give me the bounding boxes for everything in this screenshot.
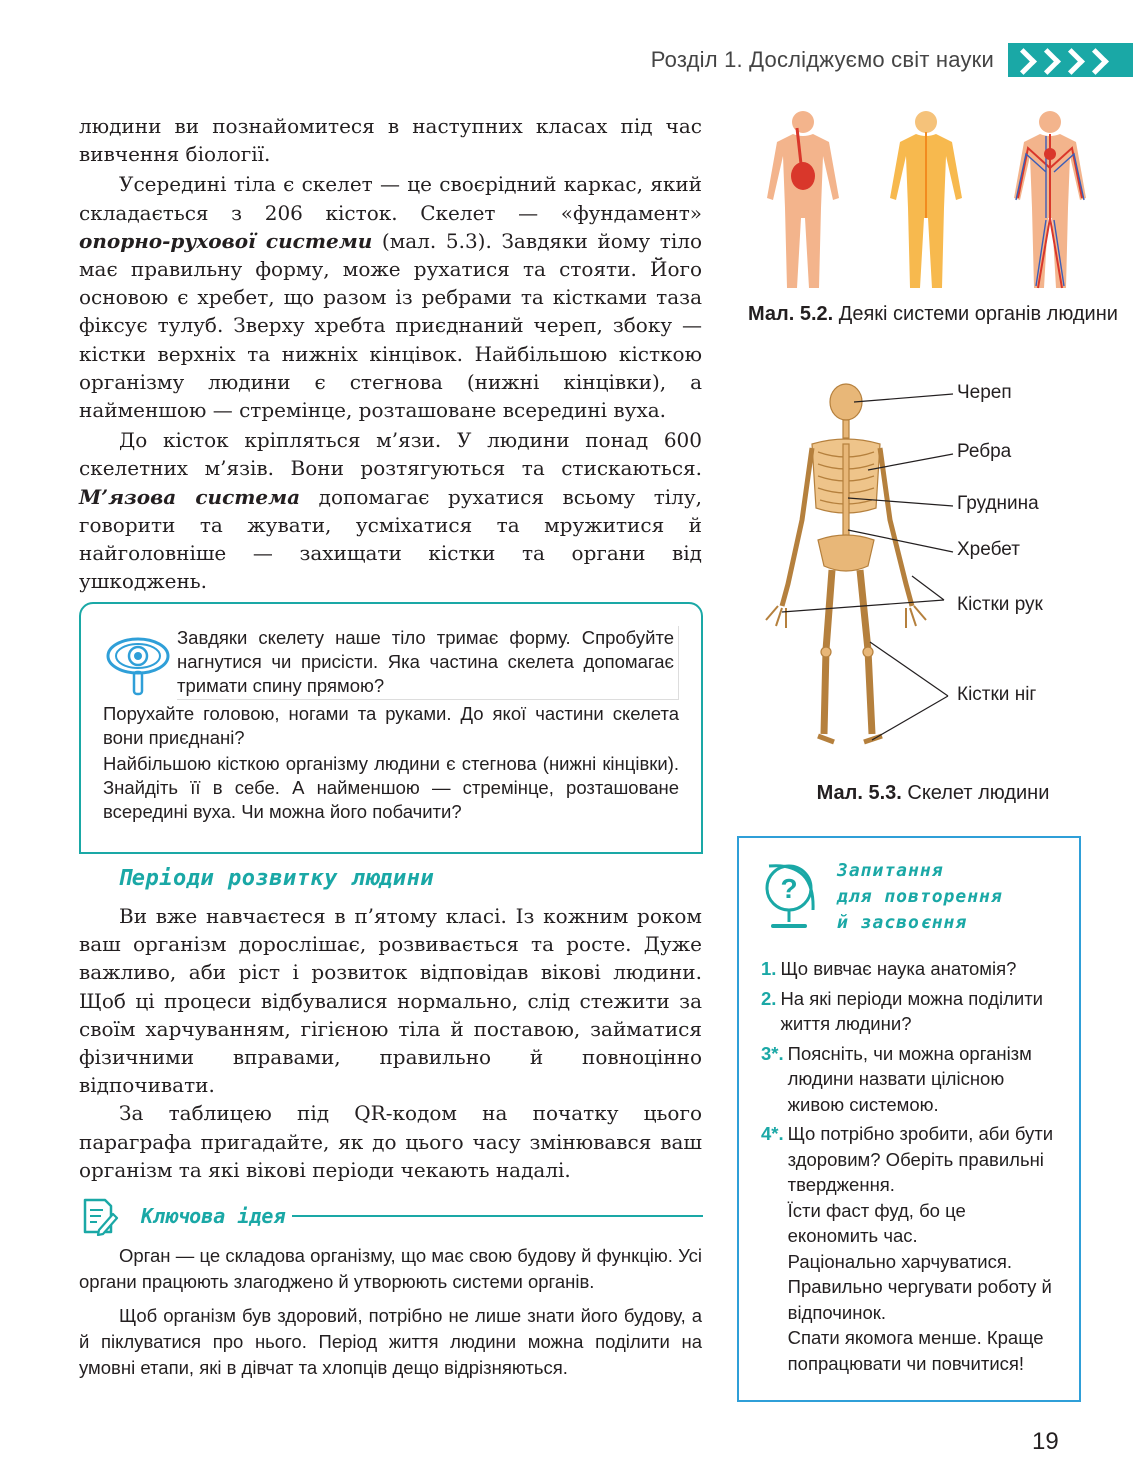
figure-caption: Мал. 5.2. Деякі системи органів людини xyxy=(748,303,1118,325)
section-heading: Періоди розвитку людини xyxy=(118,866,435,891)
key-idea-header xyxy=(79,1196,703,1236)
think-box xyxy=(79,602,703,854)
answer-option: Правильно чергувати роботу й відпочинок. xyxy=(787,1276,1052,1323)
answer-option: Раціонально харчуватися. xyxy=(787,1250,1013,1272)
svg-text:?: ? xyxy=(780,873,798,904)
think-question: Завдяки скелету наше тіло тримає форму. Спробуйте нагнутися чи присісти. Яка частина скелета допомагає тримати спину прямою? xyxy=(177,626,679,700)
body-circulatory xyxy=(1014,111,1086,288)
answer-option: Їсти фаст фуд, бо це економить час. xyxy=(787,1199,966,1246)
paragraph: людини ви познайомитеся в наступних класах під час вивчення біології. xyxy=(79,114,702,167)
chevron-decoration xyxy=(1008,43,1133,77)
question-item: 1. Що вивчає наука анатомія? xyxy=(761,958,1017,979)
key-idea-text xyxy=(79,1243,702,1381)
chevron-icon xyxy=(1084,47,1110,73)
term-muscular: М’язова система xyxy=(79,484,301,509)
question-item: 3*. Поясніть, чи можна організм людини назвати цілісною живою системою. xyxy=(761,1042,1032,1115)
label-skull: Череп xyxy=(957,382,1012,403)
paragraph: Щоб організм був здоровий, потрібно не лише знати його будову, а й піклуватися про нього. Період життя людини можна поділити на умовні етапи, які в дівчат та хлопців дещо відрізняються. xyxy=(79,1305,702,1378)
label-arms: Кістки рук xyxy=(957,594,1043,615)
question-globe-icon xyxy=(761,856,821,936)
body-nervous xyxy=(890,111,962,288)
divider xyxy=(292,1215,704,1217)
think-question: Найбільшою кісткою організму людини є стегнова (нижні кінцівки). Знайдіть її в себе. А найменшою — стремінце, розташоване всередині вуха. Чи можна його побачити? xyxy=(103,753,679,822)
notepad-pencil-icon xyxy=(79,1196,119,1236)
page-header xyxy=(651,40,1133,80)
organ-systems-figure xyxy=(748,108,1118,298)
eye-magnifier-icon xyxy=(103,630,173,700)
paragraph: За таблицею під QR-кодом на початку цього параграфа пригадайте, як до цього часу змінювався ваш організм та які вікові періоди чекають надалі. xyxy=(79,1101,702,1182)
label-ribs: Ребра xyxy=(957,441,1012,462)
questions-box xyxy=(737,836,1081,1402)
paragraph: До кісток кріпляться м’язи. У людини понад 600 скелетних м’язів. Вони розтягуються та стискаються. М’язова система допомагає рухатися всьому тілу, говорити та жувати, усміхатися та мружитися й найголовніше — захищати кістки та органи від ушкоджень. xyxy=(79,428,703,594)
label-legs: Кістки ніг xyxy=(957,684,1037,705)
section-text xyxy=(79,902,702,1184)
chapter-title: Розділ 1. Досліджуємо світ науки xyxy=(650,47,994,72)
paragraph: Ви вже навчаєтеся в п’ятому класі. Із кожним роком ваш організм дорослішає, розвивається та росте. Дуже важливо, аби ріст і розвиток відповідав вікові людини. Щоб ці процеси відбувалися нормально, слід стежити за своїм харчуванням, гігієною тіла й поставою, займатися фізичними вправами, правильно й повноцінно відпочивати. xyxy=(79,904,702,1098)
answer-option: Спати якомога менше. Краще попрацювати чи повчитися! xyxy=(787,1327,1044,1374)
body-digestive xyxy=(767,111,839,288)
term-musculoskeletal: опорно-рухової системи xyxy=(79,228,373,253)
paragraph: Орган — це складова організму, що має свою будову й функцію. Усі органи працюють злагоджено й утворюють системи органів. xyxy=(79,1245,702,1292)
label-spine: Хребет xyxy=(957,539,1020,560)
questions-title: Запитання для повторення й засвоєння xyxy=(837,860,1003,933)
main-text xyxy=(79,112,702,595)
question-item: 4*. Що потрібно зробити, аби бути здоровим? Оберіть правильні твердження. Їсти фаст фуд, бо це економить час. Раціонально харчуватися. Правильно чергувати роботу й відпочинок. Спати якомога менше. Краще попрацювати чи повчитися! xyxy=(761,1121,1063,1376)
page-number: 19 xyxy=(1032,1428,1059,1455)
questions-list xyxy=(761,956,1063,1376)
question-item: 2. На які періоди можна поділити життя людини? xyxy=(761,987,1044,1034)
figure-caption: Мал. 5.3. Скелет людини xyxy=(816,782,1050,804)
label-sternum: Груднина xyxy=(957,493,1039,514)
think-question: Порухайте головою, ногами та руками. До якої частини скелета вони приєднані? xyxy=(103,703,679,748)
paragraph: Усередині тіла є скелет — це своєрідний каркас, який складається з 206 кісток. Скелет — «фундамент» опорно-рухової системи (мал. 5.3). Завдяки йому тіло має правильну форму, може рухатися та стояти. Його основою є хребет, що разом із ребрами та кістками таза фіксує тулуб. Зверху хребта приєднаний череп, збоку — кістки верхніх та нижніх кінцівок. Найбільшою кісткою організму людини є стегнова (нижні кінцівки), а найменшою — стремінце, розташоване всередині вуха. xyxy=(79,172,702,423)
key-idea-title: Ключова ідея xyxy=(141,1204,286,1228)
